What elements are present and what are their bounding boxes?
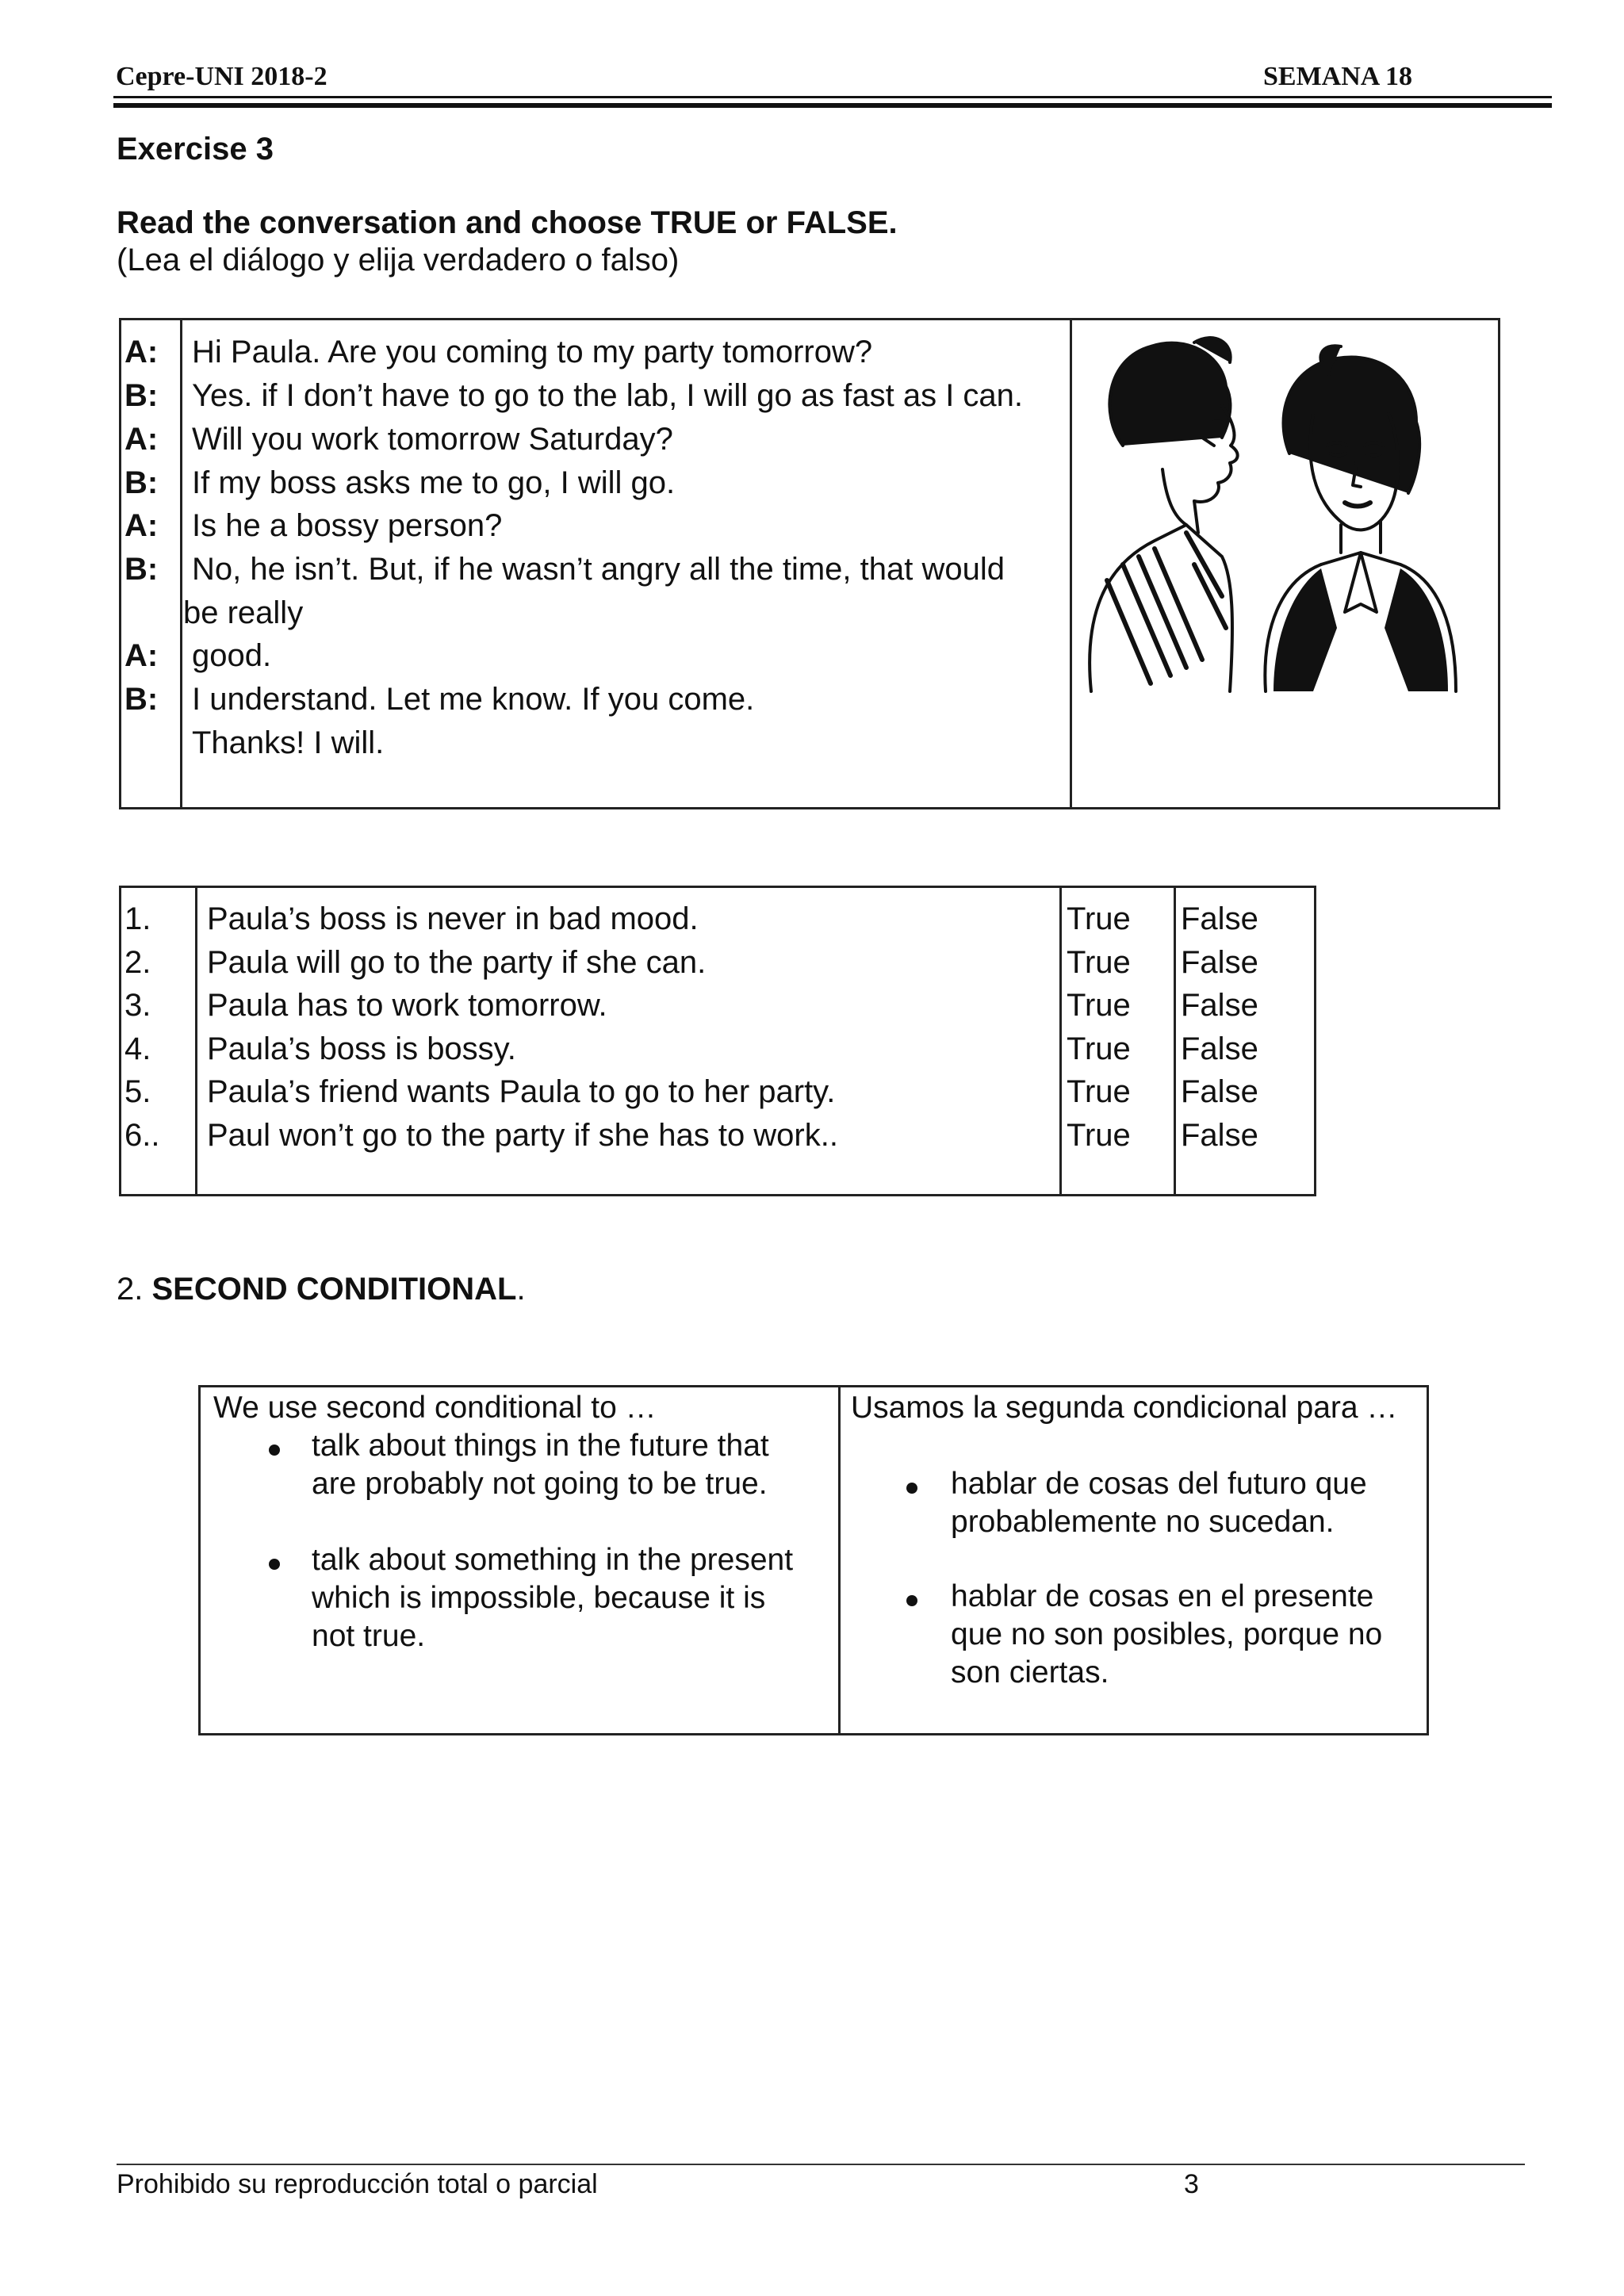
exercise-instruction: Read the conversation and choose TRUE or FALSE. xyxy=(117,205,898,240)
dialogue-text: No, he isn’t. But, if he wasn’t angry all the time, that would xyxy=(192,552,1005,587)
dialogue-text: Yes. if I don’t have to go to the lab, I will go as fast as I can. xyxy=(192,378,1024,413)
grammar-english-bullet: talk about things in the future that are probably not going to be true. xyxy=(312,1429,769,1501)
false-option[interactable]: False xyxy=(1181,988,1258,1023)
false-option[interactable]: False xyxy=(1181,901,1258,936)
dialogue-speaker: A: xyxy=(124,508,159,543)
grammar-english-intro: We use second conditional to … xyxy=(213,1391,657,1425)
grammar-column-divider xyxy=(838,1387,841,1733)
false-option[interactable]: False xyxy=(1181,945,1258,980)
dialogue-speaker: B: xyxy=(124,682,159,717)
dialogue-speaker: A: xyxy=(124,638,159,673)
dialogue-text: Is he a bossy person? xyxy=(192,508,503,543)
dialogue-speaker: B: xyxy=(124,552,159,587)
exercise-instruction-spanish: (Lea el diálogo y elija verdadero o falso) xyxy=(117,243,680,277)
header-rule-thick xyxy=(113,103,1552,108)
tf-number: 3. xyxy=(124,988,151,1023)
dialogue-text: If my boss asks me to go, I will go. xyxy=(192,465,676,500)
header-course: Cepre-UNI 2018-2 xyxy=(116,62,327,91)
section-suffix: . xyxy=(516,1272,526,1307)
tf-statement: Paula’s friend wants Paula to go to her party. xyxy=(207,1074,836,1109)
grammar-english-bullet: talk about something in the present which is impossible, because it is not true. xyxy=(312,1543,794,1653)
tf-number: 1. xyxy=(124,901,151,936)
tf-statement: Paula’s boss is never in bad mood. xyxy=(207,901,699,936)
section-heading xyxy=(117,1272,526,1307)
page-number: 3 xyxy=(1184,2169,1199,2199)
footer-rule xyxy=(117,2164,1525,2165)
tf-number: 2. xyxy=(124,945,151,980)
false-option[interactable]: False xyxy=(1181,1118,1258,1153)
true-false-table xyxy=(119,886,1316,1196)
dialogue-text: Will you work tomorrow Saturday? xyxy=(192,422,673,457)
dialogue-text: Hi Paula. Are you coming to my party tomorrow? xyxy=(192,335,873,369)
section-number: 2. xyxy=(117,1272,144,1307)
dialogue-speaker: A: xyxy=(124,422,159,457)
true-option[interactable]: True xyxy=(1067,945,1131,980)
grammar-table xyxy=(198,1385,1429,1735)
tf-row xyxy=(121,1118,1314,1161)
true-option[interactable]: True xyxy=(1067,988,1131,1023)
footer-notice: Prohibido su reproducción total o parcial xyxy=(117,2169,598,2199)
dialogue-text: I understand. Let me know. If you come. xyxy=(192,682,755,717)
exercise-title: Exercise 3 xyxy=(117,132,274,166)
grammar-spanish-bullet: hablar de cosas del futuro que probablemente no sucedan. xyxy=(951,1467,1367,1539)
dialogue-text: be really xyxy=(183,595,304,630)
bullet-icon xyxy=(906,1595,917,1606)
true-option[interactable]: True xyxy=(1067,901,1131,936)
two-women-illustration xyxy=(1075,327,1462,699)
dialogue-text: good. xyxy=(192,638,272,673)
true-option[interactable]: True xyxy=(1067,1031,1131,1066)
false-option[interactable]: False xyxy=(1181,1031,1258,1066)
tf-number: 4. xyxy=(124,1031,151,1066)
tf-statement: Paula has to work tomorrow. xyxy=(207,988,607,1023)
header-rule-thin xyxy=(113,96,1552,98)
true-option[interactable]: True xyxy=(1067,1118,1131,1153)
section-title: SECOND CONDITIONAL xyxy=(151,1272,517,1307)
dialogue-column-divider xyxy=(180,320,182,807)
tf-number: 5. xyxy=(124,1074,151,1109)
tf-row xyxy=(121,1074,1314,1117)
grammar-spanish-intro: Usamos la segunda condicional para … xyxy=(851,1391,1398,1425)
dialogue-speaker: B: xyxy=(124,378,159,413)
header-week: SEMANA 18 xyxy=(1263,62,1412,91)
dialogue-text: Thanks! I will. xyxy=(192,725,385,760)
grammar-spanish-bullet: hablar de cosas en el presente que no son posibles, porque no son ciertas. xyxy=(951,1579,1383,1689)
tf-statement: Paula will go to the party if she can. xyxy=(207,945,707,980)
bullet-icon xyxy=(906,1483,917,1494)
tf-row xyxy=(121,1031,1314,1074)
dialogue-speaker: A: xyxy=(124,335,159,369)
tf-row xyxy=(121,901,1314,944)
dialogue-speaker: B: xyxy=(124,465,159,500)
tf-number: 6.. xyxy=(124,1118,160,1153)
tf-statement: Paula’s boss is bossy. xyxy=(207,1031,516,1066)
bullet-icon xyxy=(269,1559,280,1570)
tf-row xyxy=(121,945,1314,988)
true-option[interactable]: True xyxy=(1067,1074,1131,1109)
bullet-icon xyxy=(269,1445,280,1456)
tf-row xyxy=(121,988,1314,1031)
false-option[interactable]: False xyxy=(1181,1074,1258,1109)
tf-statement: Paul won’t go to the party if she has to work.. xyxy=(207,1118,838,1153)
dialogue-image-divider xyxy=(1070,320,1072,807)
